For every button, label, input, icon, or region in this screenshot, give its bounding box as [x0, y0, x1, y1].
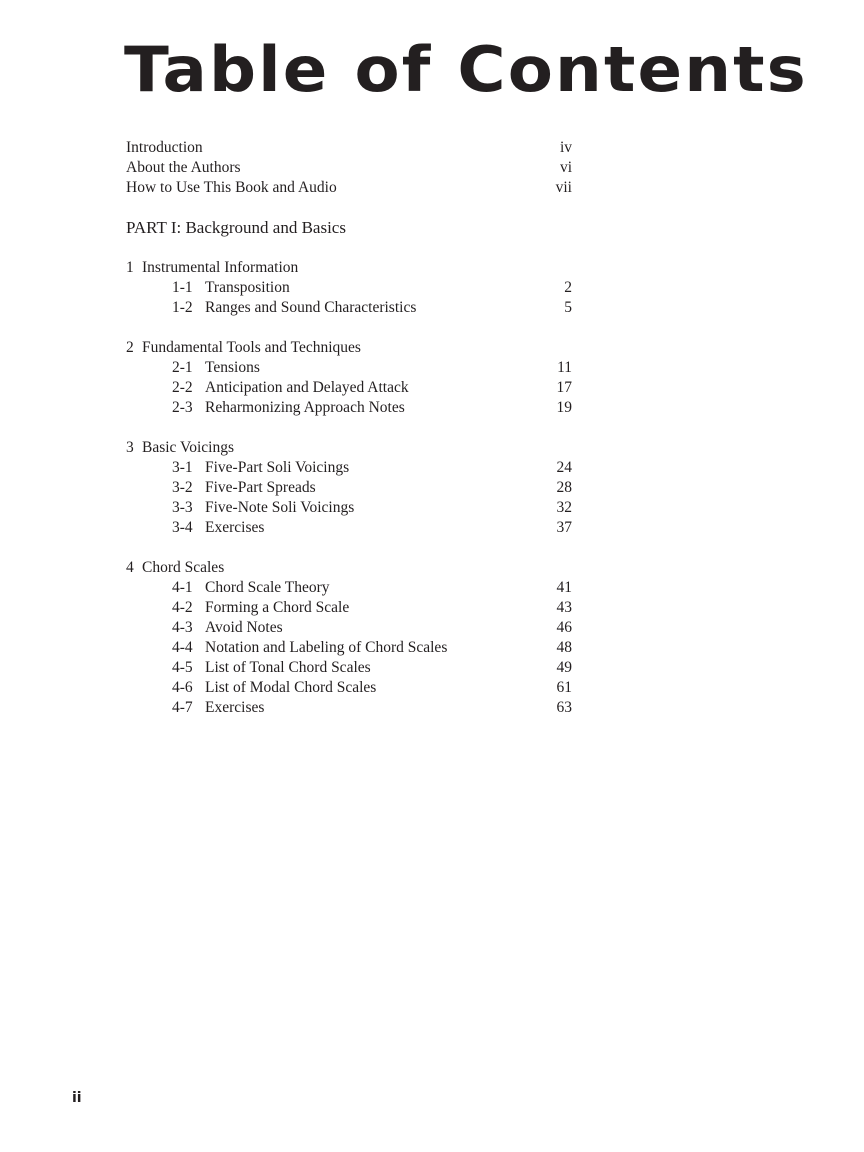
toc-section-title: Avoid Notes: [205, 619, 283, 636]
toc-entry-page-number: iv: [559, 139, 572, 156]
toc-entry-front-matter[interactable]: [0, 138, 864, 158]
toc-section-title: List of Modal Chord Scales: [205, 679, 377, 696]
toc-section-page-number: 11: [557, 359, 572, 376]
toc-section-number: 4-1: [172, 579, 193, 596]
toc-section-number: 4-4: [172, 639, 193, 656]
toc-section-title: Chord Scale Theory: [205, 579, 330, 596]
toc-chapter-title: Chord Scales: [142, 559, 225, 576]
toc-chapter-title: Instrumental Information: [142, 259, 299, 276]
toc-entry-page-number: vii: [555, 179, 572, 196]
toc-section-row[interactable]: [0, 638, 864, 658]
toc-section-number: 4-2: [172, 599, 193, 616]
toc-section-row[interactable]: [0, 678, 864, 698]
toc-part-heading: [0, 218, 864, 238]
toc-section-row[interactable]: [0, 618, 864, 638]
toc-section-page-number: 2: [564, 279, 572, 296]
toc-section-page-number: 49: [556, 659, 572, 676]
toc-section-title: Five-Part Soli Voicings: [205, 459, 350, 476]
toc-section-number: 1-2: [172, 299, 193, 316]
spacer: [0, 318, 864, 338]
toc-section-row[interactable]: [0, 378, 864, 398]
toc-chapter-heading[interactable]: [0, 558, 864, 578]
toc-section-title: Transposition: [205, 279, 290, 296]
toc-section-row[interactable]: [0, 578, 864, 598]
toc-section-row[interactable]: [0, 498, 864, 518]
toc-section-title: Notation and Labeling of Chord Scales: [205, 639, 448, 656]
toc-section-row[interactable]: [0, 518, 864, 538]
toc-section-row[interactable]: [0, 658, 864, 678]
toc-section-title: Exercises: [205, 699, 265, 716]
toc-section-number: 2-2: [172, 379, 193, 396]
toc-section-page-number: 43: [556, 599, 572, 616]
toc-section-page-number: 28: [556, 479, 572, 496]
toc-chapter-heading[interactable]: [0, 338, 864, 358]
toc-chapter-title: Basic Voicings: [142, 439, 235, 456]
toc-section-row[interactable]: [0, 278, 864, 298]
toc-section-title: Reharmonizing Approach Notes: [205, 399, 405, 416]
toc-chapter-number: 3: [126, 439, 134, 456]
toc-section-page-number: 37: [556, 519, 572, 536]
spacer: [0, 198, 864, 218]
toc-section-page-number: 17: [556, 379, 572, 396]
toc-section-page-number: 32: [556, 499, 572, 516]
toc-chapter-heading[interactable]: [0, 258, 864, 278]
toc-chapter-number: 1: [126, 259, 134, 276]
toc-section-page-number: 24: [556, 459, 572, 476]
toc-section-page-number: 48: [556, 639, 572, 656]
toc-chapter-heading[interactable]: [0, 438, 864, 458]
toc-section-title: Anticipation and Delayed Attack: [205, 379, 409, 396]
toc-section-row[interactable]: [0, 478, 864, 498]
toc-chapter-title: Fundamental Tools and Techniques: [142, 339, 361, 356]
toc-section-title: List of Tonal Chord Scales: [205, 659, 371, 676]
toc-section-number: 3-1: [172, 459, 193, 476]
toc-section-title: Five-Note Soli Voicings: [205, 499, 355, 516]
toc-section-title: Exercises: [205, 519, 265, 536]
toc-section-number: 4-3: [172, 619, 193, 636]
toc-section-row[interactable]: [0, 458, 864, 478]
toc-entry-label: Introduction: [126, 139, 203, 156]
toc-section-page-number: 46: [556, 619, 572, 636]
toc-section-number: 2-1: [172, 359, 193, 376]
toc-section-page-number: 19: [556, 399, 572, 416]
toc-entry-front-matter[interactable]: [0, 178, 864, 198]
toc-part-label: PART I: Background and Basics: [126, 218, 346, 237]
toc-entry-label: How to Use This Book and Audio: [126, 179, 337, 196]
toc-chapter-number: 2: [126, 339, 134, 356]
toc-section-number: 3-2: [172, 479, 193, 496]
toc-section-title: Five-Part Spreads: [205, 479, 316, 496]
toc-section-page-number: 5: [564, 299, 572, 316]
toc-section-number: 2-3: [172, 399, 193, 416]
toc-section-number: 3-4: [172, 519, 193, 536]
toc-section-page-number: 61: [556, 679, 572, 696]
toc-section-row[interactable]: [0, 698, 864, 718]
toc-section-row[interactable]: [0, 298, 864, 318]
toc-entry-front-matter[interactable]: [0, 158, 864, 178]
toc-section-page-number: 41: [556, 579, 572, 596]
toc-section-title: Ranges and Sound Characteristics: [205, 299, 417, 316]
page-title: Table of Contents: [124, 33, 808, 106]
page-number-folio: ii: [72, 1090, 82, 1106]
toc-entry-list: [0, 138, 864, 718]
toc-entry-page-number: vi: [559, 159, 572, 176]
spacer: [0, 418, 864, 438]
spacer: [0, 238, 864, 258]
toc-section-title: Tensions: [205, 359, 260, 376]
toc-entry-label: About the Authors: [126, 159, 241, 176]
toc-section-number: 1-1: [172, 279, 193, 296]
toc-section-row[interactable]: [0, 358, 864, 378]
spacer: [0, 538, 864, 558]
toc-section-number: 4-6: [172, 679, 193, 696]
toc-section-number: 4-7: [172, 699, 193, 716]
toc-chapter-number: 4: [126, 559, 134, 576]
toc-section-number: 3-3: [172, 499, 193, 516]
toc-section-page-number: 63: [556, 699, 572, 716]
toc-section-row[interactable]: [0, 398, 864, 418]
toc-section-title: Forming a Chord Scale: [205, 599, 350, 616]
toc-section-row[interactable]: [0, 598, 864, 618]
toc-section-number: 4-5: [172, 659, 193, 676]
